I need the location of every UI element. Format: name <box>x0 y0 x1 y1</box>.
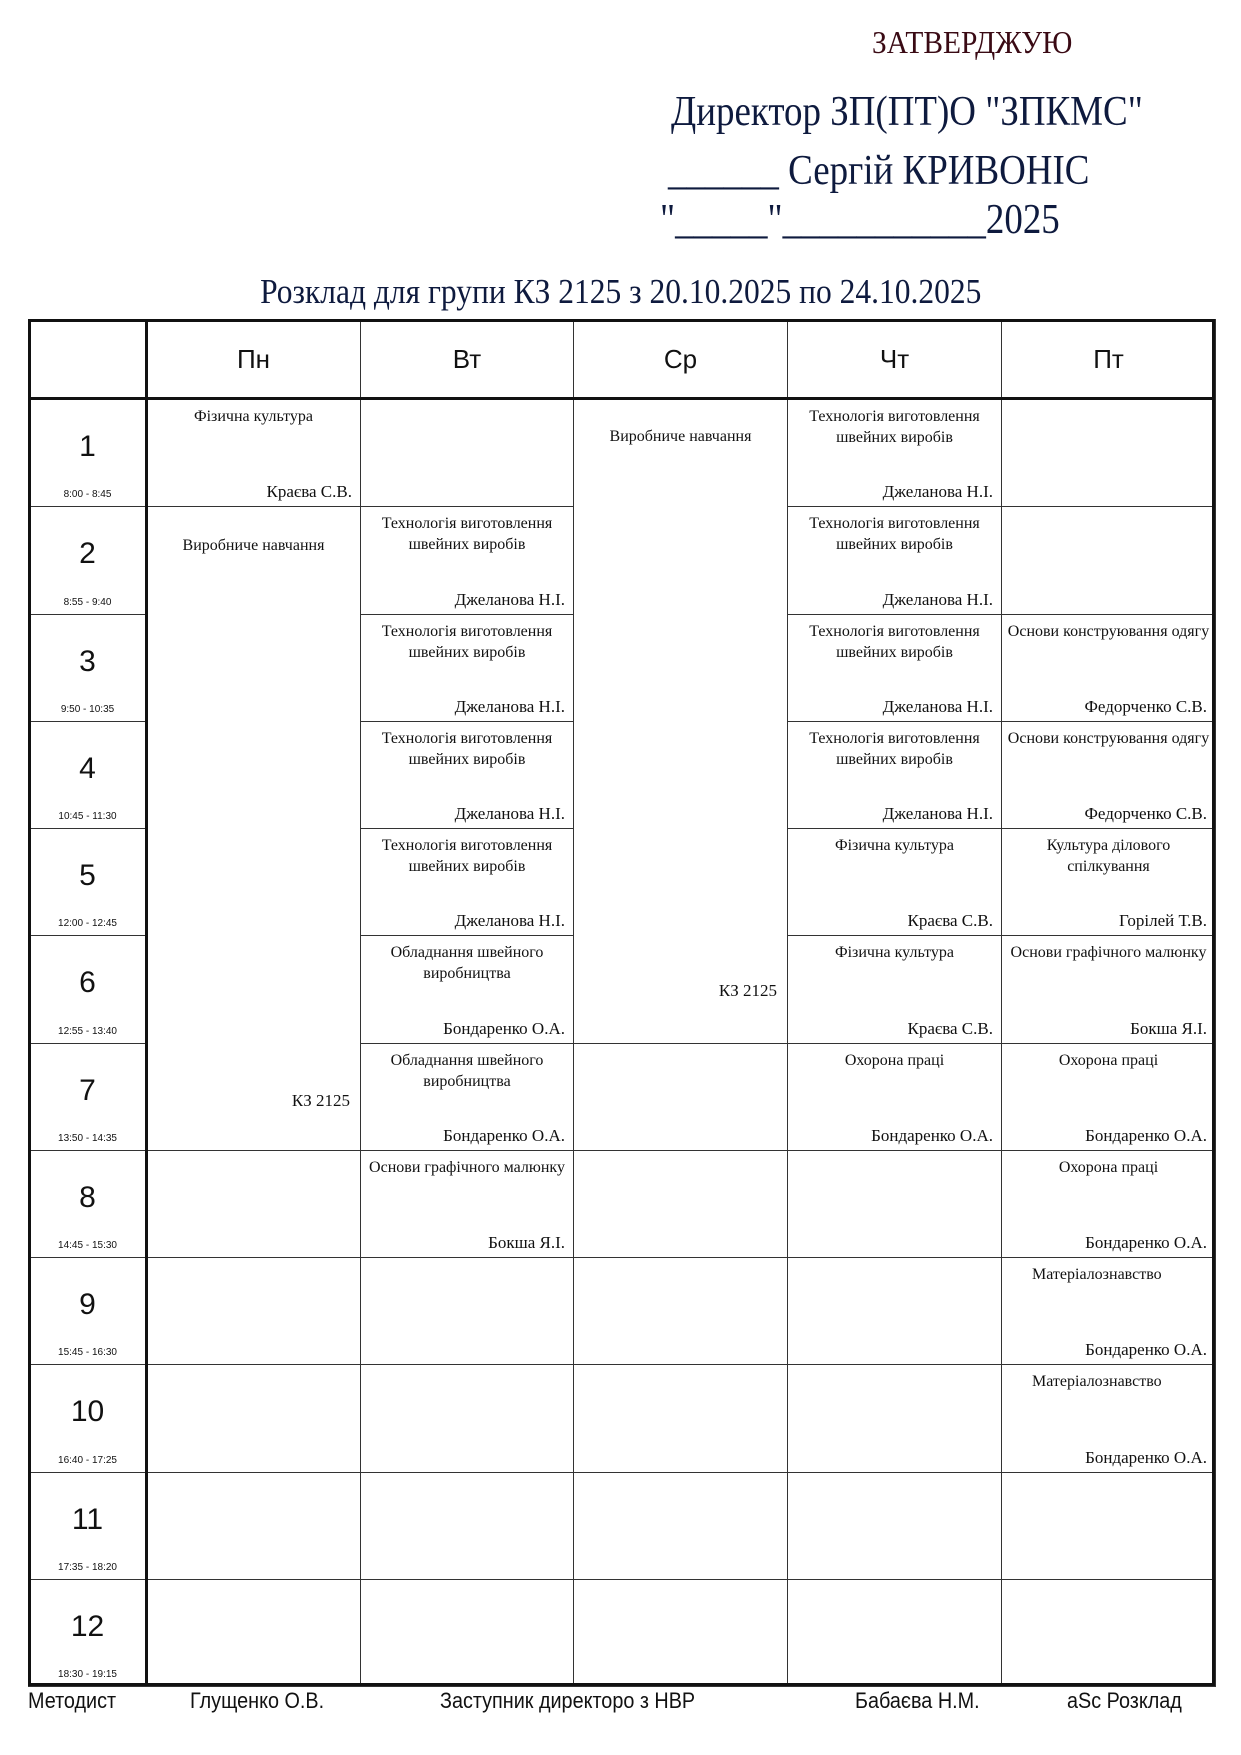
lesson-teacher: Бондаренко О.А. <box>1085 1125 1207 1145</box>
empty-slot <box>146 1364 361 1472</box>
period-cell <box>28 1364 147 1472</box>
period-column-divider <box>145 319 148 1686</box>
lesson-subject: Технологія виготовлення швейних виробів <box>809 622 980 661</box>
lesson-cell[interactable] <box>360 935 574 1043</box>
day-header-label: Ср <box>663 344 698 374</box>
lesson-subject: Культура ділового спілкування <box>1046 837 1171 875</box>
lesson-subject: Основи конструювання одягу <box>1007 729 1210 747</box>
footer-methodist-name: Глущенко О.В. <box>190 1688 325 1713</box>
lesson-block-subject: Виробниче навчання <box>182 537 325 555</box>
director-signature-line: ______ Сергій КРИВОНІС <box>668 148 1090 194</box>
lesson-cell[interactable] <box>1001 1364 1216 1472</box>
period-time: 13:50 - 14:35 <box>58 1132 117 1144</box>
lesson-cell[interactable] <box>1001 828 1216 936</box>
lesson-teacher: Бондаренко О.А. <box>1085 1340 1207 1360</box>
lesson-subject: Технологія виготовлення швейних виробів <box>809 729 980 768</box>
approval-stamp: ЗАТВЕРДЖУЮ <box>872 24 1073 60</box>
lesson-block-subject: Виробниче навчання <box>609 428 752 445</box>
lesson-subject: Обладнання швейного виробництва <box>390 1051 544 1090</box>
period-number: 8 <box>79 1180 96 1214</box>
empty-slot <box>1001 1579 1216 1687</box>
lesson-teacher: Джеланова Н.І. <box>882 804 993 823</box>
lesson-cell[interactable] <box>1001 1150 1216 1258</box>
lesson-subject: Технологія виготовлення швейних виробів <box>381 837 553 875</box>
period-time: 12:55 - 13:40 <box>58 1025 117 1037</box>
schedule-title-text: Розклад для групи КЗ 2125 з 20.10.2025 по 24.10.2025 <box>259 272 982 311</box>
lesson-cell[interactable] <box>1001 614 1216 722</box>
lesson-teacher: Бондаренко О.А. <box>443 1125 565 1145</box>
lesson-teacher: Федорченко С.В. <box>1084 696 1207 716</box>
period-cell <box>28 1043 147 1151</box>
lesson-teacher: Горілей Т.В. <box>1119 911 1207 931</box>
lesson-teacher: Бокша Я.І. <box>1130 1018 1207 1038</box>
period-number: 11 <box>71 1502 104 1536</box>
lesson-subject: Технологія виготовлення швейних виробів <box>809 408 980 446</box>
period-time: 14:45 - 15:30 <box>58 1240 117 1251</box>
day-header-label: Чт <box>879 344 910 374</box>
empty-slot <box>573 1579 788 1687</box>
lesson-subject: Фізична культура <box>834 944 955 962</box>
lesson-teacher: Федорченко С.В. <box>1084 804 1207 823</box>
lesson-teacher: Джеланова Н.І. <box>882 696 993 716</box>
period-cell <box>28 935 147 1043</box>
lesson-cell[interactable] <box>787 399 1002 507</box>
director-position: Директор ЗП(ПТ)О "ЗПКМС" <box>671 89 1143 135</box>
period-time: 12:00 - 12:45 <box>58 918 117 930</box>
day-header-2 <box>573 319 788 400</box>
lesson-cell[interactable] <box>787 506 1002 614</box>
footer-deputy-name: Бабаєва Н.М. <box>855 1688 980 1713</box>
lesson-teacher: Джеланова Н.І. <box>454 696 565 716</box>
period-number: 3 <box>79 644 96 678</box>
lesson-subject: Фізична культура <box>834 837 955 854</box>
empty-slot <box>787 1472 1002 1580</box>
period-number: 7 <box>79 1073 96 1107</box>
lesson-teacher: Джеланова Н.І. <box>882 482 993 502</box>
empty-slot <box>146 1257 361 1365</box>
lesson-subject: Технологія виготовлення швейних виробів <box>381 729 553 768</box>
period-number: 2 <box>79 537 96 571</box>
empty-slot <box>146 1472 361 1580</box>
empty-slot <box>787 1257 1002 1365</box>
empty-slot <box>360 1257 574 1365</box>
lesson-teacher: Краєва С.В. <box>907 1018 993 1038</box>
period-cell <box>28 1472 147 1580</box>
lesson-subject: Матеріалознавство <box>1032 1266 1162 1283</box>
lesson-cell[interactable] <box>787 935 1002 1043</box>
empty-slot <box>360 1364 574 1472</box>
empty-slot <box>360 399 574 507</box>
lesson-teacher: Джеланова Н.І. <box>454 589 565 609</box>
period-cell <box>28 828 147 936</box>
lesson-subject: Технологія виготовлення швейних виробів <box>381 515 553 554</box>
empty-slot <box>146 1579 361 1687</box>
empty-slot <box>1001 399 1216 507</box>
lesson-cell[interactable] <box>1001 1043 1216 1151</box>
empty-slot <box>787 1579 1002 1687</box>
lesson-cell[interactable] <box>360 1043 574 1151</box>
empty-slot <box>573 1150 788 1258</box>
lesson-teacher: Джеланова Н.І. <box>454 804 565 823</box>
empty-slot <box>360 1472 574 1580</box>
period-number: 10 <box>70 1395 105 1429</box>
lesson-cell[interactable] <box>787 721 1002 829</box>
lesson-subject: Основи графічного малюнку <box>369 1158 565 1176</box>
lesson-teacher: Джеланова Н.І. <box>882 589 993 609</box>
empty-slot <box>1001 506 1216 614</box>
footer-methodist-label: Методист <box>28 1688 117 1713</box>
period-number: 4 <box>79 751 96 785</box>
day-header-4 <box>1001 319 1216 400</box>
lesson-subject: Основи графічного малюнку <box>1010 944 1207 962</box>
lesson-teacher: Бондаренко О.А. <box>1085 1233 1207 1252</box>
lesson-subject: Охорона праці <box>1058 1158 1159 1176</box>
lesson-cell[interactable] <box>360 1150 574 1258</box>
day-header-1 <box>360 319 574 400</box>
footer-software: aSc Розклад <box>1067 1688 1182 1713</box>
lesson-cell[interactable] <box>360 721 574 829</box>
lesson-block-group: КЗ 2125 <box>718 980 777 1000</box>
empty-slot <box>573 1257 788 1365</box>
period-cell <box>28 1579 147 1687</box>
lesson-cell[interactable] <box>360 614 574 722</box>
schedule-title <box>0 272 1241 312</box>
lesson-cell[interactable] <box>360 828 574 936</box>
lesson-cell[interactable] <box>787 1043 1002 1151</box>
period-cell <box>28 1257 147 1365</box>
empty-slot <box>360 1579 574 1687</box>
lesson-cell[interactable] <box>787 614 1002 722</box>
lesson-cell[interactable] <box>1001 935 1216 1043</box>
period-time: 8:00 - 8:45 <box>63 489 112 501</box>
header-corner-cell <box>28 319 147 400</box>
lesson-block-group: КЗ 2125 <box>291 1090 350 1110</box>
period-time: 18:30 - 19:15 <box>58 1669 117 1680</box>
lesson-subject: Охорона праці <box>844 1051 945 1069</box>
lesson-subject: Технологія виготовлення швейних виробів <box>809 515 980 554</box>
period-number: 1 <box>79 430 96 463</box>
day-header-label: Вт <box>452 344 482 374</box>
day-header-3 <box>787 319 1002 400</box>
empty-slot <box>1001 1472 1216 1580</box>
period-cell <box>28 1150 147 1258</box>
lesson-teacher: Джеланова Н.І. <box>454 911 565 931</box>
period-cell <box>28 721 147 829</box>
lesson-cell[interactable] <box>360 506 574 614</box>
lesson-teacher: Краєва С.В. <box>266 482 352 502</box>
period-time: 15:45 - 16:30 <box>58 1347 117 1359</box>
day-header-label: Пн <box>236 344 271 374</box>
lesson-cell[interactable] <box>146 399 361 507</box>
empty-slot <box>573 1043 788 1151</box>
period-number: 6 <box>79 966 96 1000</box>
header-row-divider <box>28 397 1215 400</box>
approval-date-line: "_____"___________2025 <box>660 197 1060 243</box>
period-time: 16:40 - 17:25 <box>58 1454 117 1466</box>
lesson-cell[interactable] <box>1001 1257 1216 1365</box>
lesson-block[interactable] <box>573 399 788 1044</box>
period-time: 10:45 - 11:30 <box>58 811 117 822</box>
lesson-subject: Обладнання швейного виробництва <box>390 944 544 983</box>
period-cell <box>28 399 147 507</box>
lesson-cell[interactable] <box>1001 721 1216 829</box>
period-cell <box>28 506 147 614</box>
lesson-subject: Основи конструювання одягу <box>1007 622 1210 640</box>
empty-slot <box>146 1150 361 1258</box>
lesson-block[interactable] <box>146 506 361 1151</box>
period-number: 9 <box>79 1288 96 1321</box>
period-cell <box>28 614 147 722</box>
period-time: 17:35 - 18:20 <box>58 1561 117 1573</box>
period-number: 12 <box>70 1609 105 1643</box>
lesson-teacher: Бокша Я.І. <box>488 1233 565 1252</box>
lesson-teacher: Бондаренко О.А. <box>443 1018 565 1038</box>
lesson-teacher: Бондаренко О.А. <box>871 1125 993 1145</box>
lesson-subject: Охорона праці <box>1058 1051 1159 1069</box>
period-time: 9:50 - 10:35 <box>60 703 115 715</box>
lesson-teacher: Бондаренко О.А. <box>1085 1447 1207 1467</box>
period-time: 8:55 - 9:40 <box>63 596 112 608</box>
period-number: 5 <box>79 859 96 892</box>
empty-slot <box>787 1150 1002 1258</box>
empty-slot <box>787 1364 1002 1472</box>
lesson-teacher: Краєва С.В. <box>907 911 993 931</box>
lesson-cell[interactable] <box>787 828 1002 936</box>
lesson-subject: Технологія виготовлення швейних виробів <box>381 622 553 661</box>
lesson-subject: Матеріалознавство <box>1032 1373 1162 1391</box>
day-header-0 <box>146 319 361 400</box>
empty-slot <box>573 1472 788 1580</box>
day-header-label: Пт <box>1093 344 1124 374</box>
empty-slot <box>573 1364 788 1472</box>
lesson-subject: Фізична культура <box>193 408 314 425</box>
footer-deputy-label: Заступник директоро з НВР <box>440 1688 696 1713</box>
